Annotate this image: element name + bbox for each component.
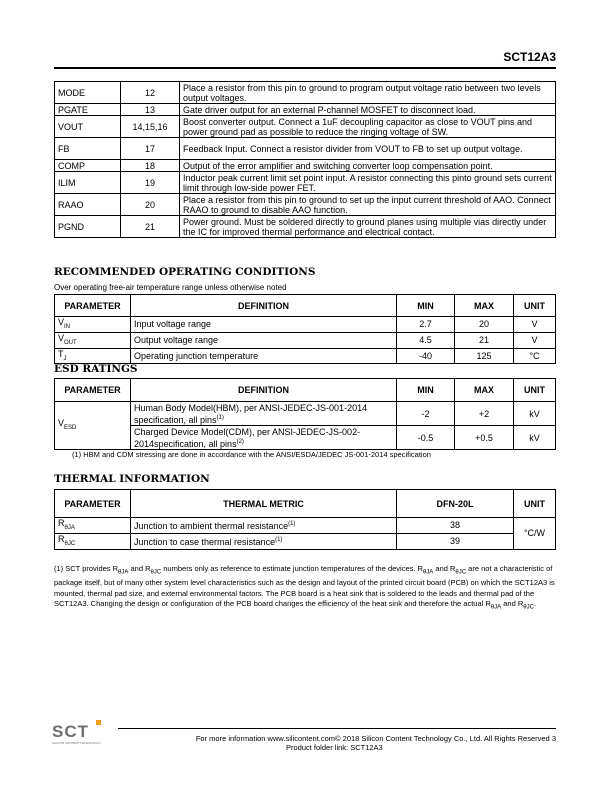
page-header-title: SCT12A3 <box>503 50 556 64</box>
logo-accent-icon <box>96 720 101 725</box>
roc-unit: °C <box>514 348 556 364</box>
pin-description: Inductor peak current limit set point input. A resistor connecting this pinto ground sets current limit through low-side power FET. <box>180 172 556 194</box>
pin-description: Output of the error amplifier and switching converter loop compensation point. <box>180 160 556 172</box>
pin-row <box>55 116 556 138</box>
roc-section-title: RECOMMENDED OPERATING CONDITIONS <box>54 266 316 278</box>
esd-hbm-max: +2 <box>455 402 514 426</box>
thermal-rjc-symbol: $R_{\theta JC}$ <box>55 533 131 549</box>
pin-description: Boost converter output. Connect a 1uF decoupling capacitor as close to VOUT pins and power ground pad as possible to reduce the ringing voltage of SW. <box>180 116 556 138</box>
pin-row <box>55 216 556 238</box>
pin-number: 21 <box>121 216 180 238</box>
esd-cdm-unit: kV <box>514 426 556 450</box>
roc-header-definition: DEFINITION <box>131 295 397 317</box>
pin-row <box>55 104 556 116</box>
thermal-rjc-value: 39 <box>397 533 514 549</box>
pin-row <box>55 194 556 216</box>
esd-cdm-max: +0.5 <box>455 426 514 450</box>
esd-section-title: ESD RATINGS <box>54 363 138 375</box>
roc-header-parameter: PARAMETER <box>55 295 131 317</box>
pin-number: 17 <box>121 138 180 160</box>
roc-min: -40 <box>397 348 455 364</box>
thermal-note: (1) SCT provides $R_{\theta JA}$ and $R_{\theta JC}$ numbers only as reference to estimate junction temperatures of the devices. $R_{\theta JA}$ and $R_{\theta JC}$ are not a characteristic of package itself, but of many other system level characteristics such as the design and layout of the printed circuit board (PCB) on which the SCT12A3 is mounted, thermal pad size, and external environmental factors. The PCB board is a heat sink that is soldered to the leads and thermal pad of the SCT12A3. Changing the design or configuration of the PCB board changes the efficiency of the heat sink and therefore the actual $R_{\theta JA}$ and $R_{\theta JC}$. <box>54 564 555 611</box>
logo-wordmark: SCT <box>52 722 89 741</box>
pin-row <box>55 82 556 104</box>
roc-symbol: $V_{IN}$ <box>55 317 131 333</box>
esd-cdm-min: -0.5 <box>397 426 455 450</box>
thermal-header-package: DFN-20L <box>397 490 514 518</box>
roc-definition: Input voltage range <box>131 317 397 333</box>
thermal-rja-definition: Junction to ambient thermal resistance$^{(1)}$ <box>131 518 397 534</box>
pin-number: 18 <box>121 160 180 172</box>
roc-unit: V <box>514 317 556 333</box>
roc-unit: V <box>514 332 556 348</box>
thermal-rjc-definition: Junction to case thermal resistance$^{(1)}$ <box>131 533 397 549</box>
pin-number: 12 <box>121 82 180 104</box>
thermal-table <box>54 489 556 550</box>
roc-min: 4.5 <box>397 332 455 348</box>
thermal-header-unit: UNIT <box>514 490 556 518</box>
pin-description: Place a resistor from this pin to ground to set up the input current threshold of AAO. Connect RAAO to ground to disable AAO function. <box>180 194 556 216</box>
pin-description: Gate driver output for an external P-channel MOSFET to disconnect load. <box>180 104 556 116</box>
roc-row <box>55 348 556 364</box>
roc-row <box>55 317 556 333</box>
pin-number: 20 <box>121 194 180 216</box>
pin-function-table <box>54 81 556 238</box>
roc-min: 2.7 <box>397 317 455 333</box>
pin-number: 13 <box>121 104 180 116</box>
roc-symbol: $T_J$ <box>55 348 131 364</box>
pin-description: Power ground. Must be soldered directly to ground planes using multiple vias directly under the IC for improved thermal performance and electrical contact. <box>180 216 556 238</box>
pin-name: FB <box>55 138 121 160</box>
esd-footnote: (1) HBM and CDM stressing are done in accordance with the ANSI/ESDA/JEDEC JS-001-2014 specification <box>72 450 431 459</box>
pin-row <box>55 138 556 160</box>
roc-header-max: MAX <box>455 295 514 317</box>
esd-header-min: MIN <box>397 379 455 402</box>
thermal-section-title: THERMAL INFORMATION <box>54 473 210 485</box>
pin-name: VOUT <box>55 116 121 138</box>
thermal-rja-value: 38 <box>397 518 514 534</box>
esd-hbm-definition: Human Body Model(HBM), per ANSI-JEDEC-JS-001-2014 specification, all pins$^{(1)}$ <box>131 402 397 426</box>
thermal-unit: °C/W <box>514 518 556 550</box>
logo-tagline: SILICON CONTENT TECHNOLOGY <box>52 741 102 745</box>
roc-header-unit: UNIT <box>514 295 556 317</box>
footer-rule <box>118 728 556 729</box>
pin-number: 19 <box>121 172 180 194</box>
footer-product-link: Product folder link: SCT12A3 <box>286 743 383 752</box>
esd-table <box>54 378 556 450</box>
roc-header-min: MIN <box>397 295 455 317</box>
roc-definition: Operating junction temperature <box>131 348 397 364</box>
esd-header-max: MAX <box>455 379 514 402</box>
roc-table <box>54 294 556 364</box>
esd-symbol: $V_{ESD}$ <box>55 402 131 450</box>
esd-cdm-definition: Charged Device Model(CDM), per ANSI-JEDEC-JS-002-2014specification, all pins$^{(2)}$ <box>131 426 397 450</box>
pin-name: ILIM <box>55 172 121 194</box>
footer-copyright: For more information www.silicontent.com© 2018 Silicon Content Technology Co., Ltd. All Rights Reserved 3 <box>195 734 556 743</box>
pin-name: RAAO <box>55 194 121 216</box>
roc-subtitle: Over operating free-air temperature range unless otherwise noted <box>54 283 287 292</box>
pin-row <box>55 160 556 172</box>
roc-max: 20 <box>455 317 514 333</box>
pin-number: 14,15,16 <box>121 116 180 138</box>
pin-name: COMP <box>55 160 121 172</box>
company-logo <box>52 722 101 745</box>
roc-symbol: $V_{OUT}$ <box>55 332 131 348</box>
roc-max: 21 <box>455 332 514 348</box>
pin-name: MODE <box>55 82 121 104</box>
roc-max: 125 <box>455 348 514 364</box>
esd-hbm-min: -2 <box>397 402 455 426</box>
esd-hbm-unit: kV <box>514 402 556 426</box>
pin-description: Feedback Input. Connect a resistor divider from VOUT to FB to set up output voltage. <box>180 138 556 160</box>
thermal-rja-symbol: $R_{\theta JA}$ <box>55 518 131 534</box>
pin-name: PGATE <box>55 104 121 116</box>
thermal-header-metric: THERMAL METRIC <box>131 490 397 518</box>
roc-definition: Output voltage range <box>131 332 397 348</box>
esd-header-unit: UNIT <box>514 379 556 402</box>
pin-name: PGND <box>55 216 121 238</box>
pin-description: Place a resistor from this pin to ground to program output voltage ratio between two levels output voltages. <box>180 82 556 104</box>
pin-row <box>55 172 556 194</box>
esd-header-definition: DEFINITION <box>131 379 397 402</box>
esd-header-parameter: PARAMETER <box>55 379 131 402</box>
thermal-header-parameter: PARAMETER <box>55 490 131 518</box>
header-rule <box>54 67 556 69</box>
roc-row <box>55 332 556 348</box>
